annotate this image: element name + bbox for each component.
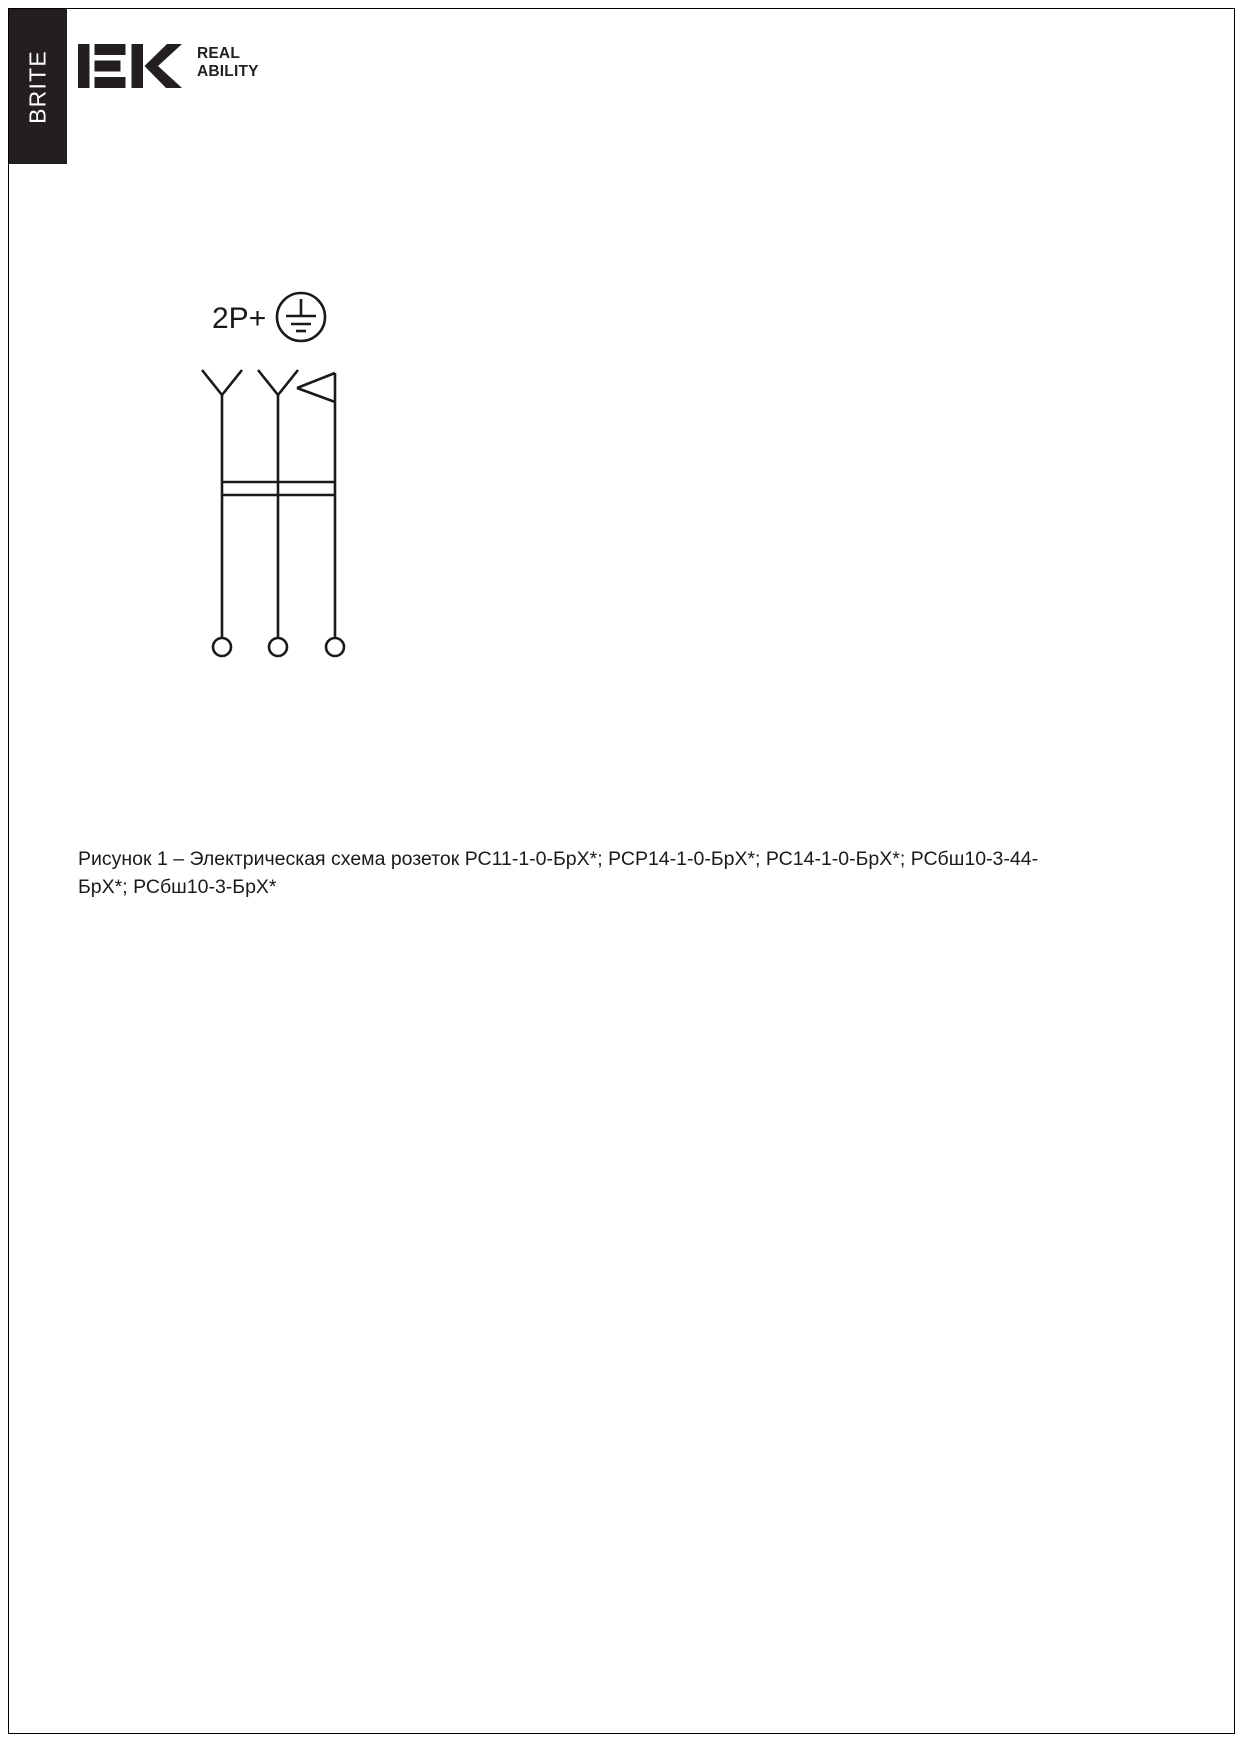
logo-block [78, 40, 259, 92]
logo-tagline [197, 45, 259, 81]
socket-wiring-diagram [180, 270, 430, 670]
logo-tagline-line2: ABILITY [197, 62, 259, 80]
logo-tagline-line1: REAL [197, 45, 240, 62]
figure-caption: Рисунок 1 – Электрическая схема розеток РС11-1-0-БрХ*; РСР14-1-0-БрХ*; РС14-1-0-БрХ*; РСбш10-3-44-БрХ*; РСбш10-3-БрХ* [78, 848, 1039, 899]
diagram-label-2p: 2P+ [212, 302, 267, 335]
iek-logo-icon [78, 40, 183, 92]
brand-tab-label: BRITE [24, 49, 51, 124]
brand-tab [9, 9, 67, 164]
